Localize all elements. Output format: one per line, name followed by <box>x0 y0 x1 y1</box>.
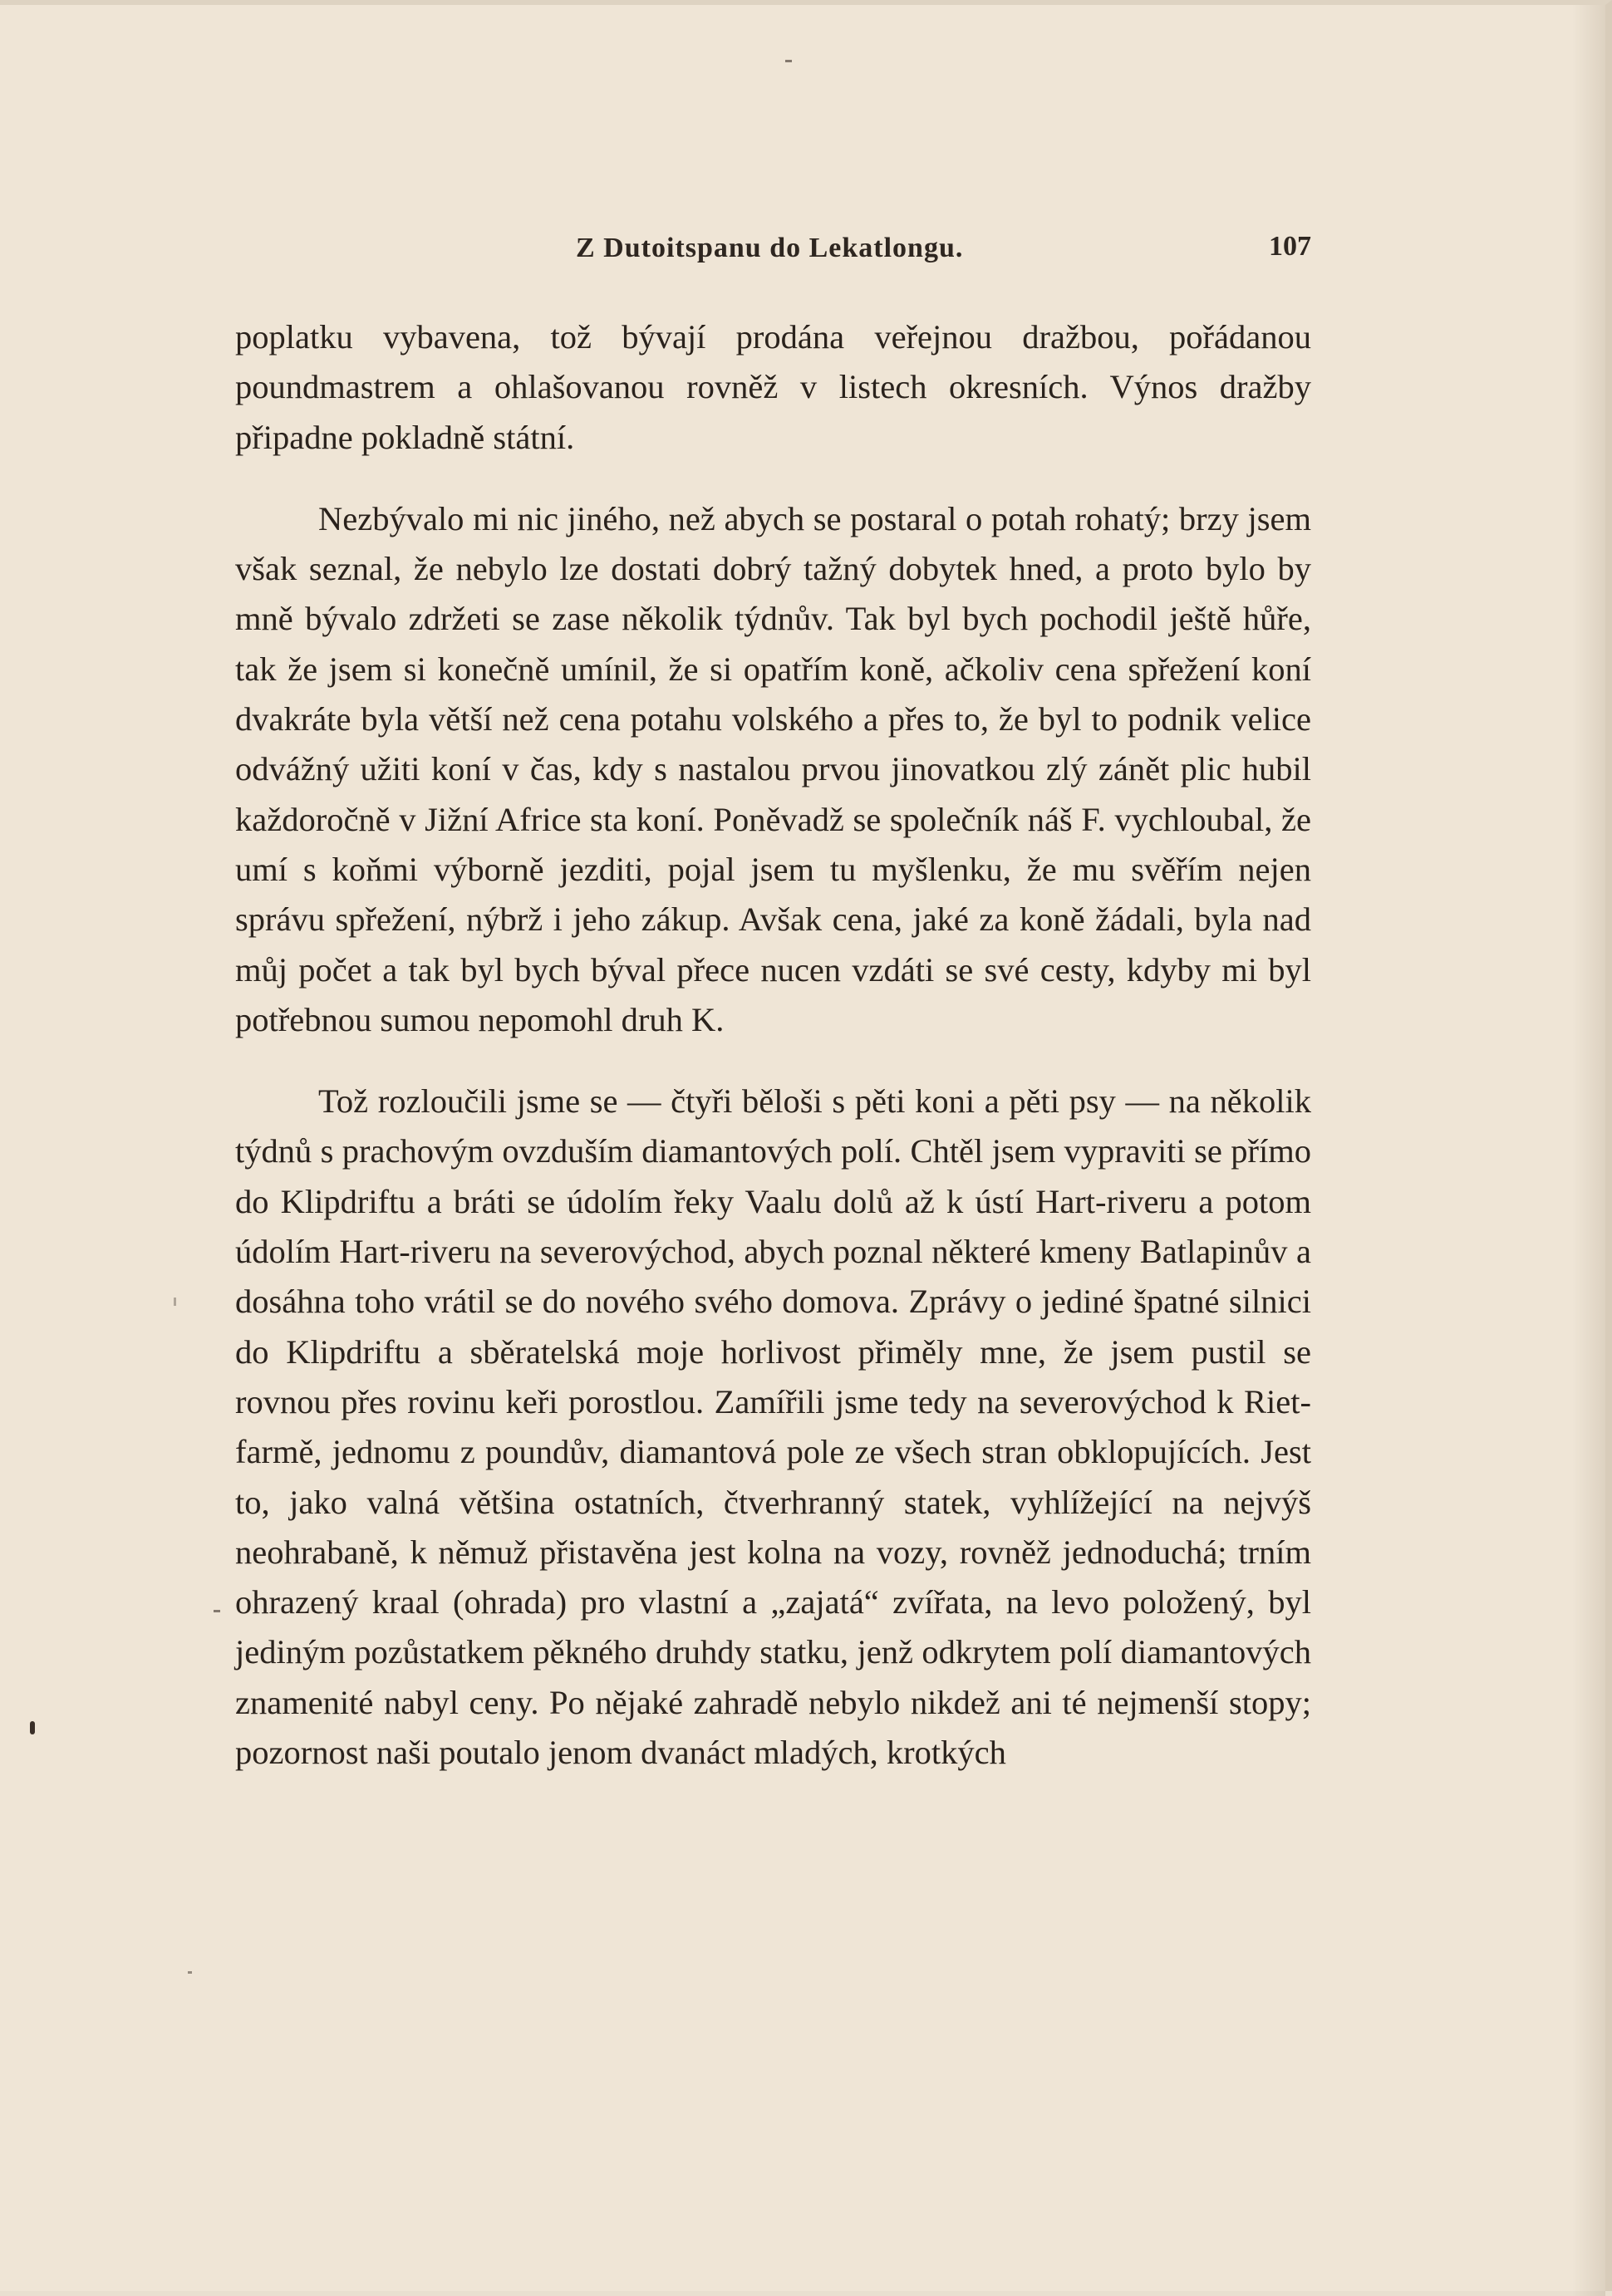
running-head: Z Dutoitspanu do Lekatlongu. <box>576 233 964 263</box>
page-edge-shadow <box>1572 5 1605 2296</box>
print-speck <box>174 1298 176 1306</box>
margin-ink-mark <box>30 1721 35 1734</box>
print-speck <box>785 60 792 62</box>
print-speck <box>188 1971 192 1974</box>
paragraph: Nezbývalo mi nic jiného, než abych se postaral o potah rohatý; brzy jsem však seznal, že nebylo lze dostati dobrý tažný dobytek hned, a proto bylo by mně bývalo zdržeti se zase několik týdnův. Tak byl bych pochodil ještě hůře, tak že jsem si konečně umínil, že si opatřím koně, ačkoliv cena spřežení koní dvakráte byla větší než cena potahu volského a přes to, že byl to podnik velice odvážný užiti koní v čas, kdy s nastalou prvou jinovatkou zlý zánět plic hubil každoročně v Jižní Africe sta koní. Poněvadž se společník náš F. vychloubal, že umí s koňmi výborně jezditi, pojal jsem tu myšlenku, že mu svěřím nejen správu spřežení, nýbrž i jeho zákup. Avšak cena, jaké za koně žádali, byla nad můj počet a tak byl bych býval přece nucen vzdáti se své cesty, kdyby mi byl potřebnou sumou nepomohl druh K. <box>235 499 1311 1038</box>
page-header <box>235 228 1311 277</box>
page-body <box>235 312 1311 1778</box>
paragraph-continuation: poplatku vybavena, tož bývají prodána veřejnou dražbou, pořádanou poundmastrem a ohlašovanou rovněž v listech okresních. Výnos dražby připadne pokladně státní. <box>235 318 1311 456</box>
print-speck <box>214 1610 220 1612</box>
paragraph: Tož rozloučili jsme se — čtyři běloši s pěti koni a pěti psy — na několik týdnů s prachovým ovzduším diamantových polí. Chtěl jsem vypraviti se přímo do Klipdriftu a bráti se údolím řeky Vaalu dolů až k ústí Hart-riveru a potom údolím Hart-riveru na severovýchod, abych poznal některé kmeny Batlapinův a dosáhna toho vrátil se do nového svého domova. Zprávy o jediné špatné silnici do Klipdriftu a sběratelská moje horlivost přiměly mne, že jsem pustil se rovnou přes rovinu keři porostlou. Zamířili jsme tedy na severovýchod k Riet-farmě, jednomu z poundův, diamantová pole ze všech stran obklopujících. Jest to, jako valná většina ostatních, čtverhranný statek, vyhlížející na nejvýš neohrabaně, k němuž přistavěna jest kolna na vozy, rovněž jednoduchá; trním ohrazený kraal (ohrada) pro vlastní a „zajatá“ zvířata, na levo položený, byl jediným pozůstatkem pěkného druhdy statku, jenž odkrytem polí diamantových znamenité nabyl ceny. Po nějaké zahradě nebylo nikdež ani té nejmenší stopy; pozornost naši poutalo jenom dvanáct mladých, krotkých <box>235 1082 1311 1772</box>
page-number: 107 <box>1269 231 1311 262</box>
